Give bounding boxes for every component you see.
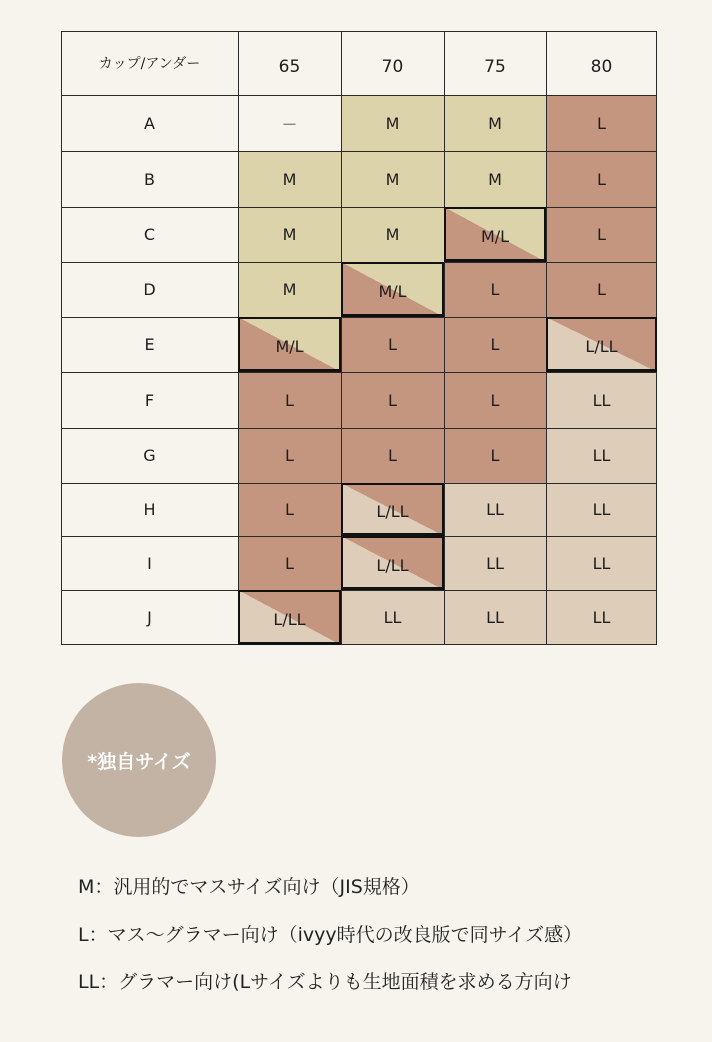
size-cell xyxy=(546,428,657,483)
size-cell xyxy=(341,207,444,262)
size-cell xyxy=(341,262,444,317)
cell-text: L xyxy=(285,500,294,519)
row-header-J xyxy=(61,590,238,645)
cell-text: M/L xyxy=(275,337,304,356)
cell-text: M xyxy=(282,169,297,189)
column-header-80 xyxy=(546,31,657,95)
size-cell xyxy=(238,207,341,262)
size-cell xyxy=(238,317,341,372)
size-cell xyxy=(546,536,657,590)
size-cell xyxy=(444,207,546,262)
size-cell xyxy=(546,372,657,428)
cell-text: 65 xyxy=(278,57,301,77)
size-cell xyxy=(444,262,546,317)
grid-line-horizontal xyxy=(61,644,657,645)
grid-line-vertical xyxy=(341,31,342,645)
cell-text: LL xyxy=(592,553,611,573)
cell-text: LL xyxy=(486,500,504,519)
cell-text: L xyxy=(388,446,397,465)
cell-text: － xyxy=(281,114,298,134)
cell-text: 80 xyxy=(590,57,613,77)
cell-text: G xyxy=(143,446,156,465)
size-cell xyxy=(546,262,657,317)
size-cell xyxy=(341,483,444,536)
cell-text: I xyxy=(147,553,152,573)
size-cell xyxy=(444,95,546,151)
row-header-G xyxy=(61,428,238,483)
size-cell xyxy=(444,428,546,483)
size-cell xyxy=(444,536,546,590)
cell-text: C xyxy=(143,225,156,244)
cell-text: 75 xyxy=(484,57,506,77)
cell-text: M/L xyxy=(480,227,510,246)
cell-text: L xyxy=(490,446,500,465)
row-header-D xyxy=(61,262,238,317)
size-cell xyxy=(341,151,444,207)
grid-line-horizontal xyxy=(61,317,657,318)
size-cell xyxy=(341,536,444,590)
cell-text: L/LL xyxy=(585,337,618,356)
size-cell xyxy=(444,317,546,372)
size-cell xyxy=(546,95,657,151)
cell-text: LL xyxy=(592,500,611,519)
legend-line-l: L：マス〜グラマー向け（ivyy時代の改良版で同サイズ感） xyxy=(78,924,583,946)
cell-text: L xyxy=(490,280,500,299)
size-cell xyxy=(238,95,341,151)
cell-text: L/LL xyxy=(273,610,306,629)
size-cell xyxy=(238,536,341,590)
cell-text: L/LL xyxy=(376,502,409,521)
size-cell xyxy=(341,317,444,372)
grid-line-horizontal xyxy=(61,207,657,208)
cell-text: L xyxy=(597,225,606,244)
size-cell xyxy=(546,207,657,262)
cell-text: L/LL xyxy=(376,555,409,575)
grid-line-vertical xyxy=(444,31,445,645)
column-header-65 xyxy=(238,31,341,95)
row-header-E xyxy=(61,317,238,372)
cell-text: M xyxy=(385,169,400,189)
size-cell xyxy=(341,372,444,428)
size-cell xyxy=(341,428,444,483)
size-cell xyxy=(444,151,546,207)
table-header-label xyxy=(61,31,238,95)
cell-text: L xyxy=(597,169,606,189)
cell-text: L xyxy=(388,390,397,410)
cell-text: M xyxy=(488,169,502,189)
cell-text: M xyxy=(488,113,502,133)
cell-text: L xyxy=(597,280,606,299)
row-header-A xyxy=(61,95,238,151)
cell-text: LL xyxy=(592,446,611,465)
grid-line-vertical xyxy=(238,31,239,645)
cell-text: L xyxy=(490,390,500,410)
cell-text: L xyxy=(388,335,397,354)
cell-text: L xyxy=(597,113,606,133)
size-cell xyxy=(444,590,546,645)
size-cell xyxy=(238,483,341,536)
grid-line-horizontal xyxy=(61,428,657,429)
cell-text: M xyxy=(385,225,400,244)
size-cell xyxy=(238,428,341,483)
cell-text: 70 xyxy=(381,57,404,77)
cell-text: LL xyxy=(383,608,402,627)
cell-text: カップ/アンダー xyxy=(98,56,201,72)
grid-line-horizontal xyxy=(61,262,657,263)
cell-text: B xyxy=(144,169,155,189)
cell-text: LL xyxy=(486,553,504,573)
cell-text: F xyxy=(144,390,155,410)
cell-text: A xyxy=(144,113,155,133)
row-header-I xyxy=(61,536,238,590)
cell-text: M xyxy=(282,280,297,299)
size-cell xyxy=(238,372,341,428)
cell-text: M xyxy=(385,113,400,133)
legend-line-m: M：汎用的でマスサイズ向け（JIS規格） xyxy=(78,876,420,898)
column-header-70 xyxy=(341,31,444,95)
row-header-C xyxy=(61,207,238,262)
grid-line-horizontal xyxy=(61,31,657,32)
size-cell xyxy=(341,95,444,151)
grid-line-horizontal xyxy=(61,95,657,96)
cell-text: M/L xyxy=(378,282,407,301)
grid-line-vertical xyxy=(546,31,547,645)
grid-line-horizontal xyxy=(61,372,657,373)
size-chart-table xyxy=(61,31,657,645)
legend-line-ll: LL：グラマー向け(Lサイズよりも生地面積を求める方向け xyxy=(78,971,572,993)
column-header-75 xyxy=(444,31,546,95)
size-cell xyxy=(444,483,546,536)
size-cell xyxy=(546,151,657,207)
grid-line-horizontal xyxy=(61,536,657,537)
cell-text: H xyxy=(143,500,156,519)
size-cell xyxy=(238,151,341,207)
size-cell xyxy=(238,262,341,317)
cell-text: D xyxy=(143,280,156,299)
original-size-badge xyxy=(62,683,216,837)
cell-text: L xyxy=(285,553,294,573)
size-cell xyxy=(546,590,657,645)
grid-line-horizontal xyxy=(61,590,657,591)
grid-line-vertical xyxy=(656,31,657,645)
cell-text: E xyxy=(144,335,155,354)
size-cell xyxy=(238,590,341,645)
cell-text: L xyxy=(285,390,294,410)
badge-label: *独自サイズ xyxy=(87,750,191,773)
grid-line-vertical xyxy=(61,31,62,645)
row-header-F xyxy=(61,372,238,428)
cell-text: LL xyxy=(592,390,611,410)
size-cell xyxy=(341,590,444,645)
grid-line-horizontal xyxy=(61,483,657,484)
cell-text: M xyxy=(282,225,297,244)
size-cell xyxy=(546,317,657,372)
cell-text: LL xyxy=(592,608,611,627)
row-header-B xyxy=(61,151,238,207)
size-cell xyxy=(444,372,546,428)
cell-text: LL xyxy=(486,608,504,627)
row-header-H xyxy=(61,483,238,536)
cell-text: L xyxy=(490,335,500,354)
cell-text: L xyxy=(285,446,294,465)
grid-line-horizontal xyxy=(61,151,657,152)
cell-text: J xyxy=(147,608,152,627)
size-cell xyxy=(546,483,657,536)
